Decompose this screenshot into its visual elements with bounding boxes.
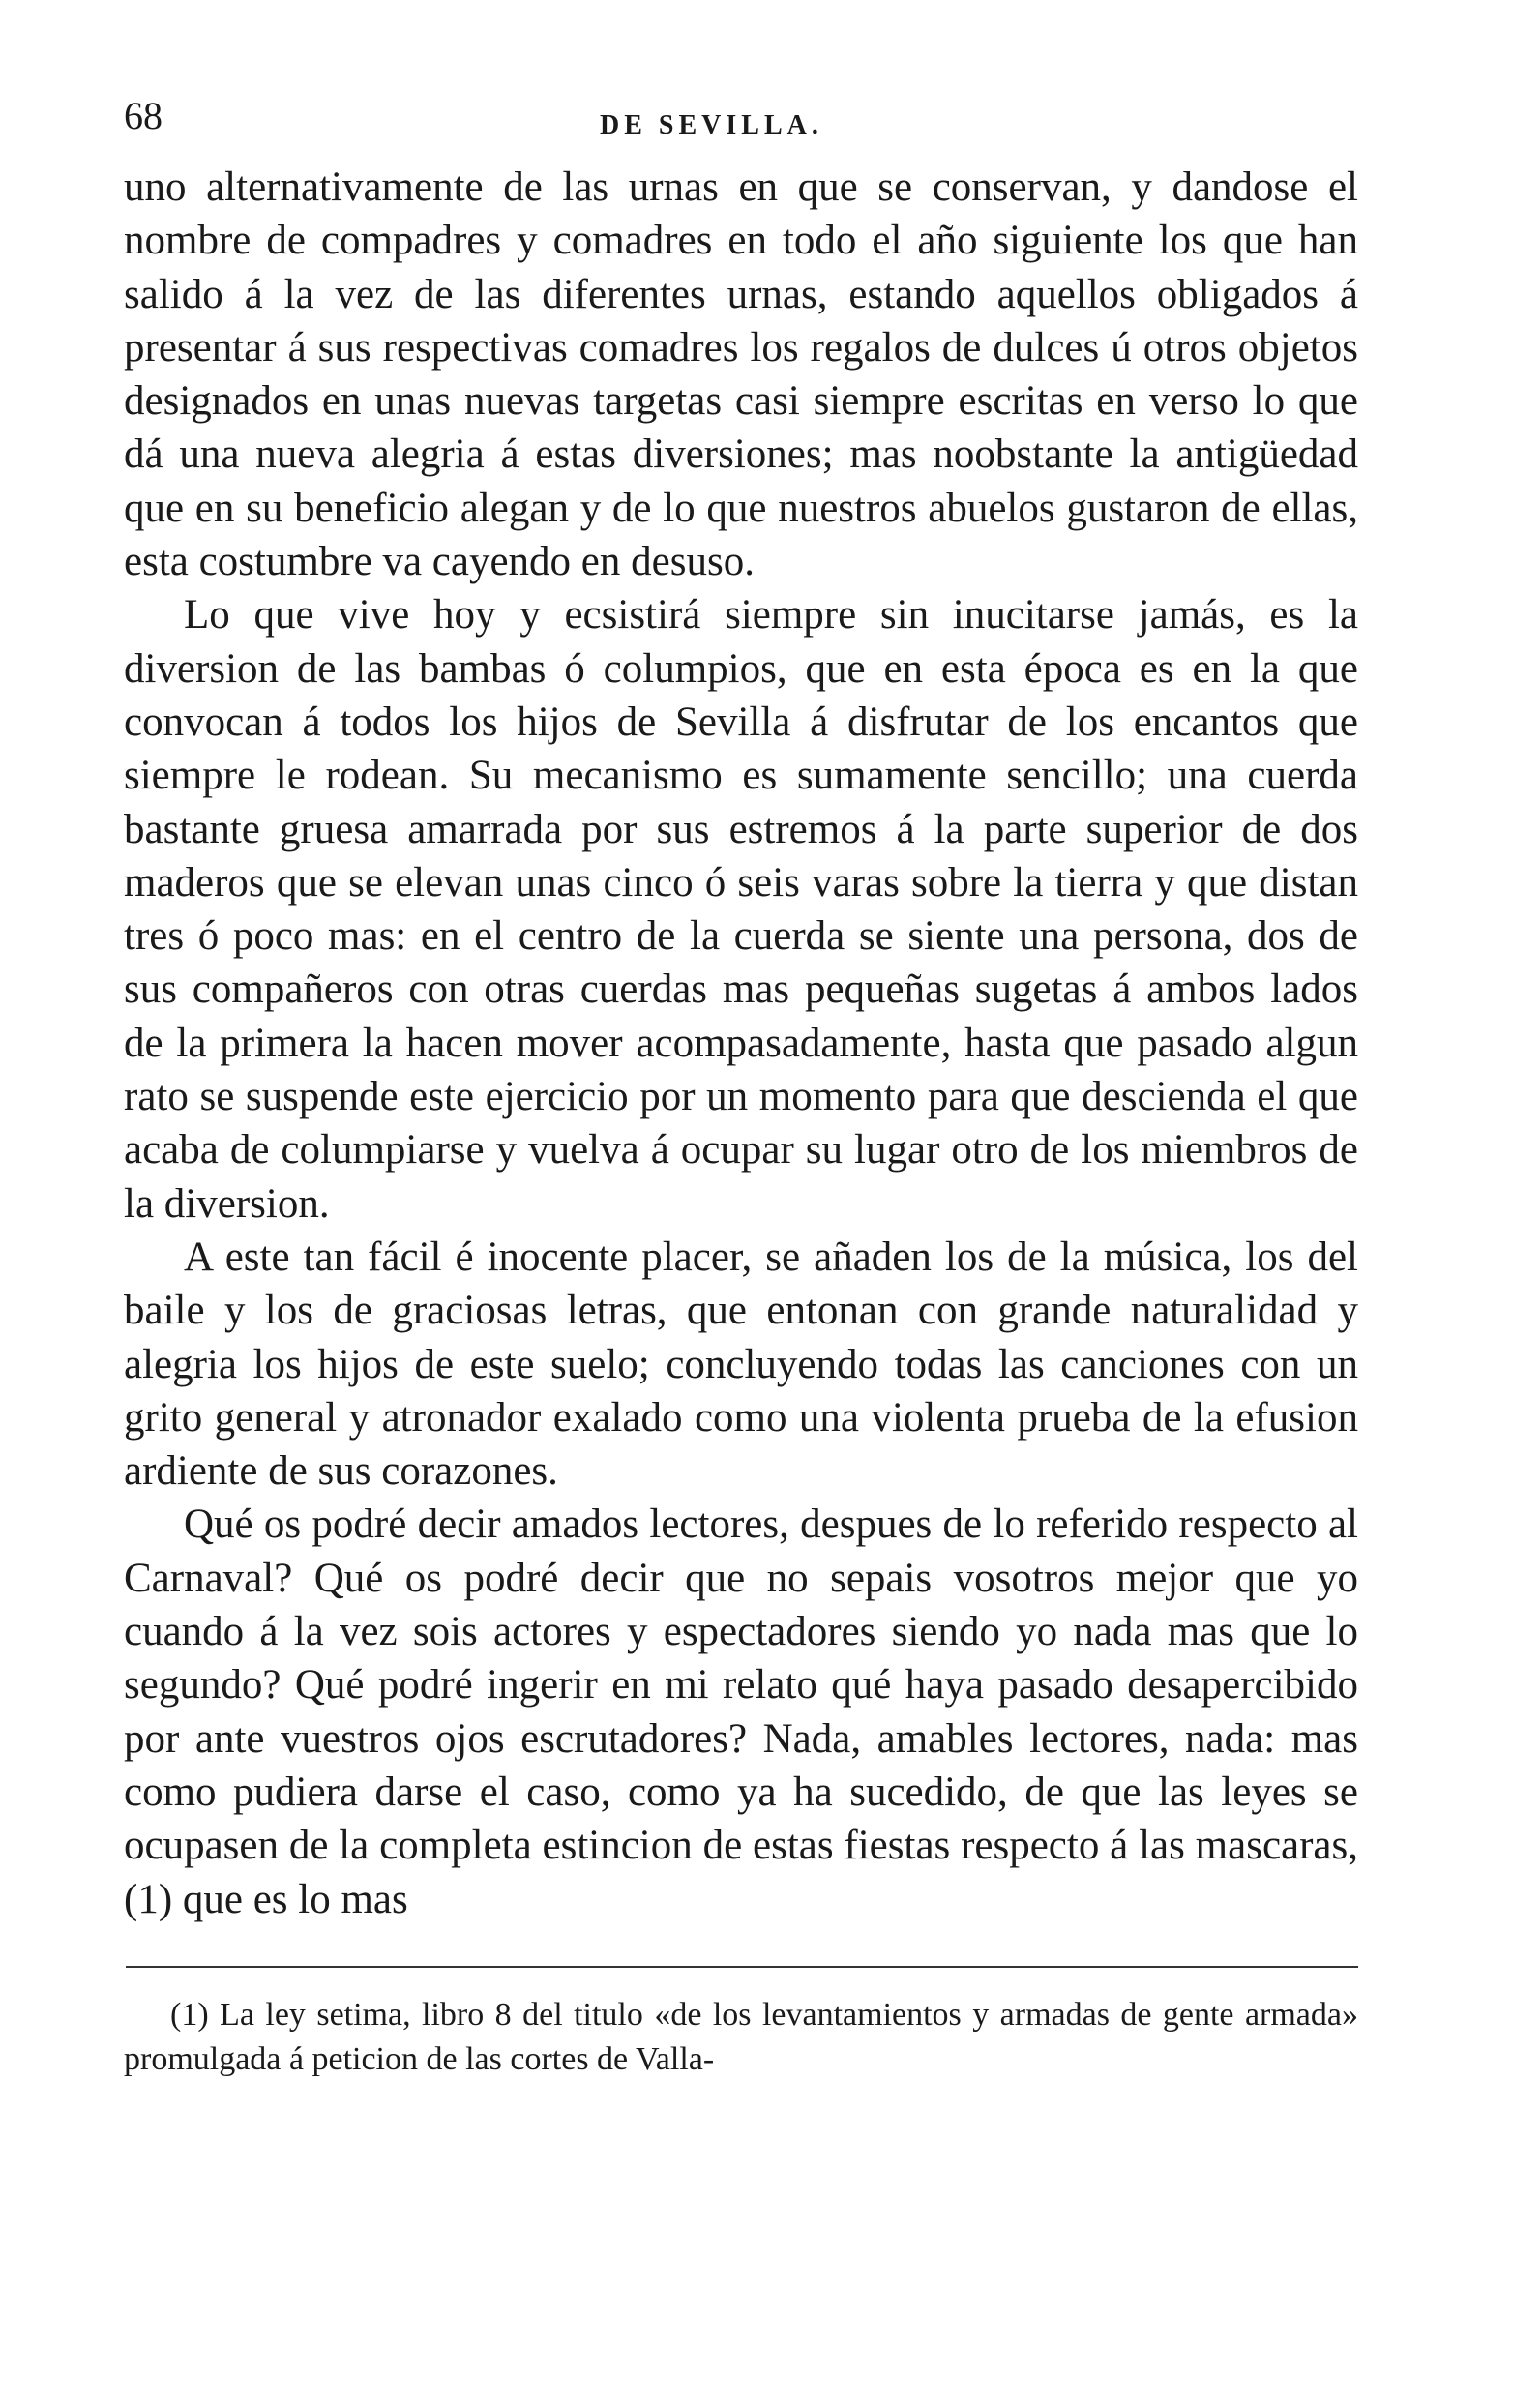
footnote-text: (1) La ley setima, libro 8 del titulo «de los levantamientos y armadas de gente armada» promulgada á peticion de las cortes de Valla- bbox=[124, 1997, 1358, 2077]
paragraph-3: A este tan fácil é inocente placer, se añaden los de la música, los del baile y los de graciosas letras, que entonan con grande naturalidad y alegria los hijos de este suelo; concluyendo todas las canciones con un grito general y atronador exalado como una violenta prueba de la efusion ardiente de sus corazones. bbox=[124, 1234, 1358, 1495]
paragraph-2: Lo que vive hoy y ecsistirá siempre sin inucitarse jamás, es la diversion de las bambas ó columpios, que en esta época es en la que convocan á todos los hijos de Sevilla á disfrutar de los encantos que siempre le rodean. Su mecanismo es sumamente sencillo; una cuerda bastante gruesa amarrada por sus estremos á la parte superior de dos maderos que se elevan unas cinco ó seis varas sobre la tierra y que distan tres ó poco mas: en el centro de la cuerda se siente una persona, dos de sus compañeros con otras cuerdas mas pequeñas sugetas á ambos lados de la primera la hacen mover acompasadamente, hasta que pasado algun rato se suspende este ejercicio por un momento para que descienda el que acaba de columpiarse y vuelva á ocupar su lugar otro de los miembros de la diversion. bbox=[124, 592, 1358, 1227]
paragraph-4: Qué os podré decir amados lectores, despues de lo referido respecto al Carnaval? Qué os podré decir que no sepais vosotros mejor que yo cuando á la vez sois actores y espectadores siendo yo nada mas que lo segundo? Qué podré ingerir en mi relato qué haya pasado desapercibido por ante vuestros ojos escrutadores? Nada, amables lectores, nada: mas como pudiera darse el caso, como ya ha sucedido, de que las leyes se ocupasen de la completa estincion de estas fiestas respecto á las mascaras, (1) que es lo mas bbox=[124, 1501, 1358, 1922]
page-number: 68 bbox=[124, 94, 163, 137]
footnote bbox=[124, 1993, 1358, 2082]
body-text bbox=[124, 161, 1358, 1926]
paragraph-1: uno alternativamente de las urnas en que se conservan, y dandose el nombre de compadres y comadres en todo el año siguiente los que han salido á la vez de las diferentes urnas, estando aquellos obligados á presentar á sus respectivas comadres los regalos de dulces ú otros objetos designados en unas nuevas targetas casi siempre escritas en verso lo que dá una nueva alegria á estas diversiones; mas noobstante la antigüedad que en su beneficio alegan y de lo que nuestros abuelos gustaron de ellas, esta costumbre va cayendo en desuso. bbox=[124, 164, 1358, 585]
footnote-divider bbox=[126, 1966, 1358, 1968]
running-title: DE SEVILLA. bbox=[600, 110, 823, 140]
